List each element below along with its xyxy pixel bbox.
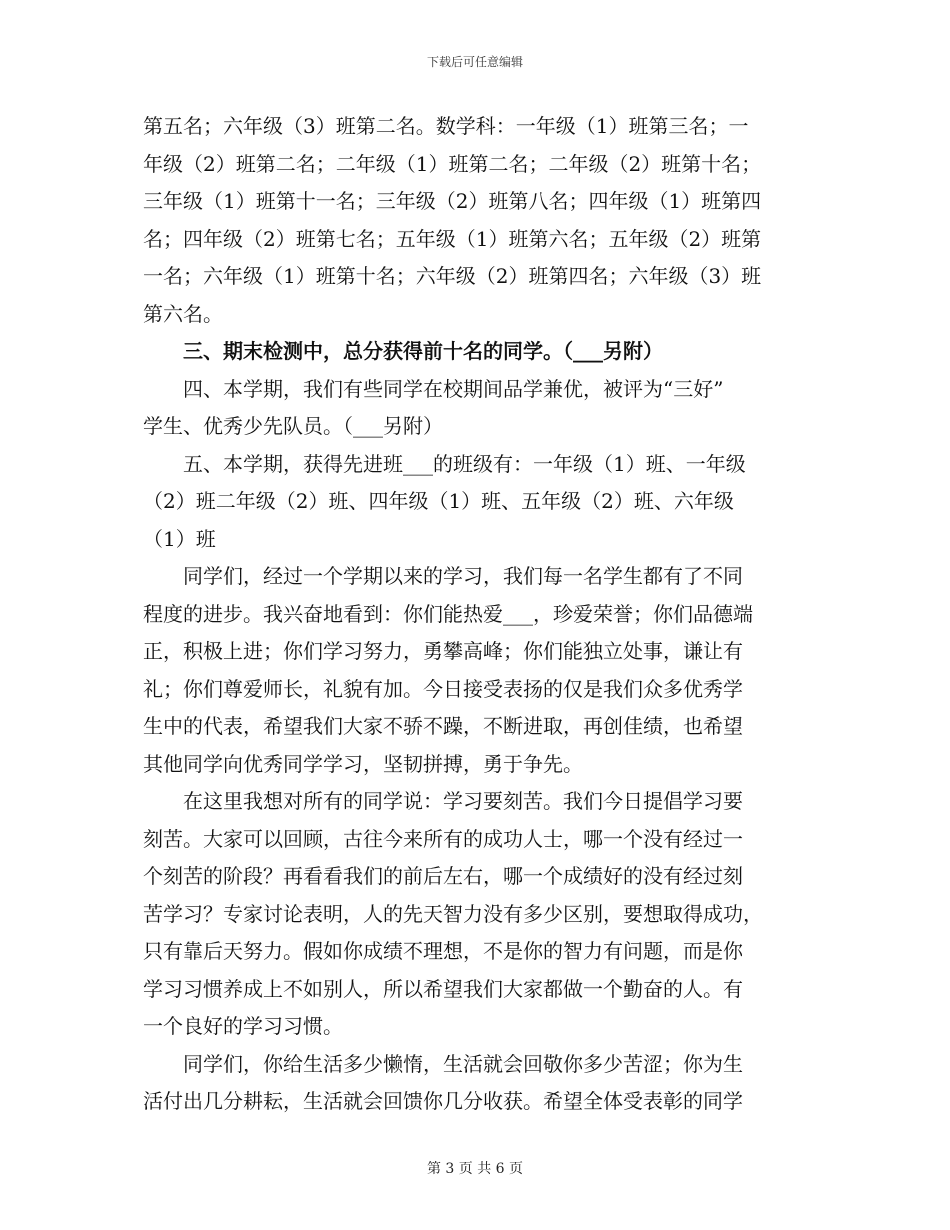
text-line: （1）班 <box>143 526 216 551</box>
text-line: 程度的进步。我兴奋地看到：你们能热爱___，珍爱荣誉；你们品德端 <box>143 601 753 626</box>
text-line: 正，积极上进；你们学习努力，勇攀高峰；你们能独立处事，谦让有 <box>143 639 743 663</box>
text-line: 其他同学向优秀同学学习，坚韧拼搏，勇于争先。 <box>143 751 583 776</box>
text-line: 同学们，经过一个学期以来的学习，我们每一名学生都有了不同 <box>143 564 743 588</box>
text-line: 第五名；六年级（3）班第二名。数学科：一年级（1）班第三名；一 <box>143 114 749 138</box>
text-line: 活付出几分耕耘，生活就会回馈你几分收获。希望全体受表彰的同学 <box>143 1089 743 1113</box>
text-line: 个刻苦的阶段？再看看我们的前后左右，哪一个成绩好的没有经过刻 <box>143 864 743 888</box>
text-line: 只有靠后天努力。假如你成绩不理想，不是你的智力有问题，而是你 <box>143 939 743 963</box>
text-line: 一个良好的学习习惯。 <box>143 1014 343 1038</box>
text-line: 五、本学期，获得先进班___的班级有：一年级（1）班、一年级 <box>143 451 746 476</box>
page-header: 下载后可任意编辑 <box>426 55 523 69</box>
text-line: 礼；你们尊爱师长，礼貌有加。今日接受表扬的仅是我们众多优秀学 <box>143 676 743 701</box>
text-line: 第六名。 <box>143 301 223 326</box>
text-line: 名；四年级（2）班第七名；五年级（1）班第六名；五年级（2）班第 <box>143 226 762 251</box>
text-line: 学习习惯养成上不如别人，所以希望我们大家都做一个勤奋的人。有 <box>143 976 743 1001</box>
text-line: 一名；六年级（1）班第十名；六年级（2）班第四名；六年级（3）班 <box>143 264 762 288</box>
text-line: 在这里我想对所有的同学说：学习要刻苦。我们今日提倡学习要 <box>143 789 743 813</box>
text-line: 四、本学期，我们有些同学在校期间品学兼优，被评为“三好” <box>143 376 724 401</box>
text-line: 生中的代表，希望我们大家不骄不躁，不断进取，再创佳绩，也希望 <box>143 714 743 738</box>
text-line: 三年级（1）班第十一名；三年级（2）班第八名；四年级（1）班第四 <box>143 189 762 213</box>
text-line: 学生、优秀少先队员。（___另附） <box>143 414 443 438</box>
text-line: 年级（2）班第二名；二年级（1）班第二名；二年级（2）班第十名； <box>143 151 762 176</box>
text-line: 苦学习？专家讨论表明，人的先天智力没有多少区别，要想取得成功， <box>143 901 763 926</box>
text-line: （2）班二年级（2）班、四年级（1）班、五年级（2）班、六年级 <box>143 489 734 513</box>
section-heading: 三、期末检测中，总分获得前十名的同学。（___另附） <box>143 339 663 363</box>
text-line: 同学们，你给生活多少懒惰，生活就会回敬你多少苦涩；你为生 <box>143 1051 743 1076</box>
document-body <box>143 108 803 1121</box>
page-number-footer: 第 3 页 共 6 页 <box>426 1161 524 1177</box>
text-line: 刻苦。大家可以回顾，古往今来所有的成功人士，哪一个没有经过一 <box>143 826 743 851</box>
